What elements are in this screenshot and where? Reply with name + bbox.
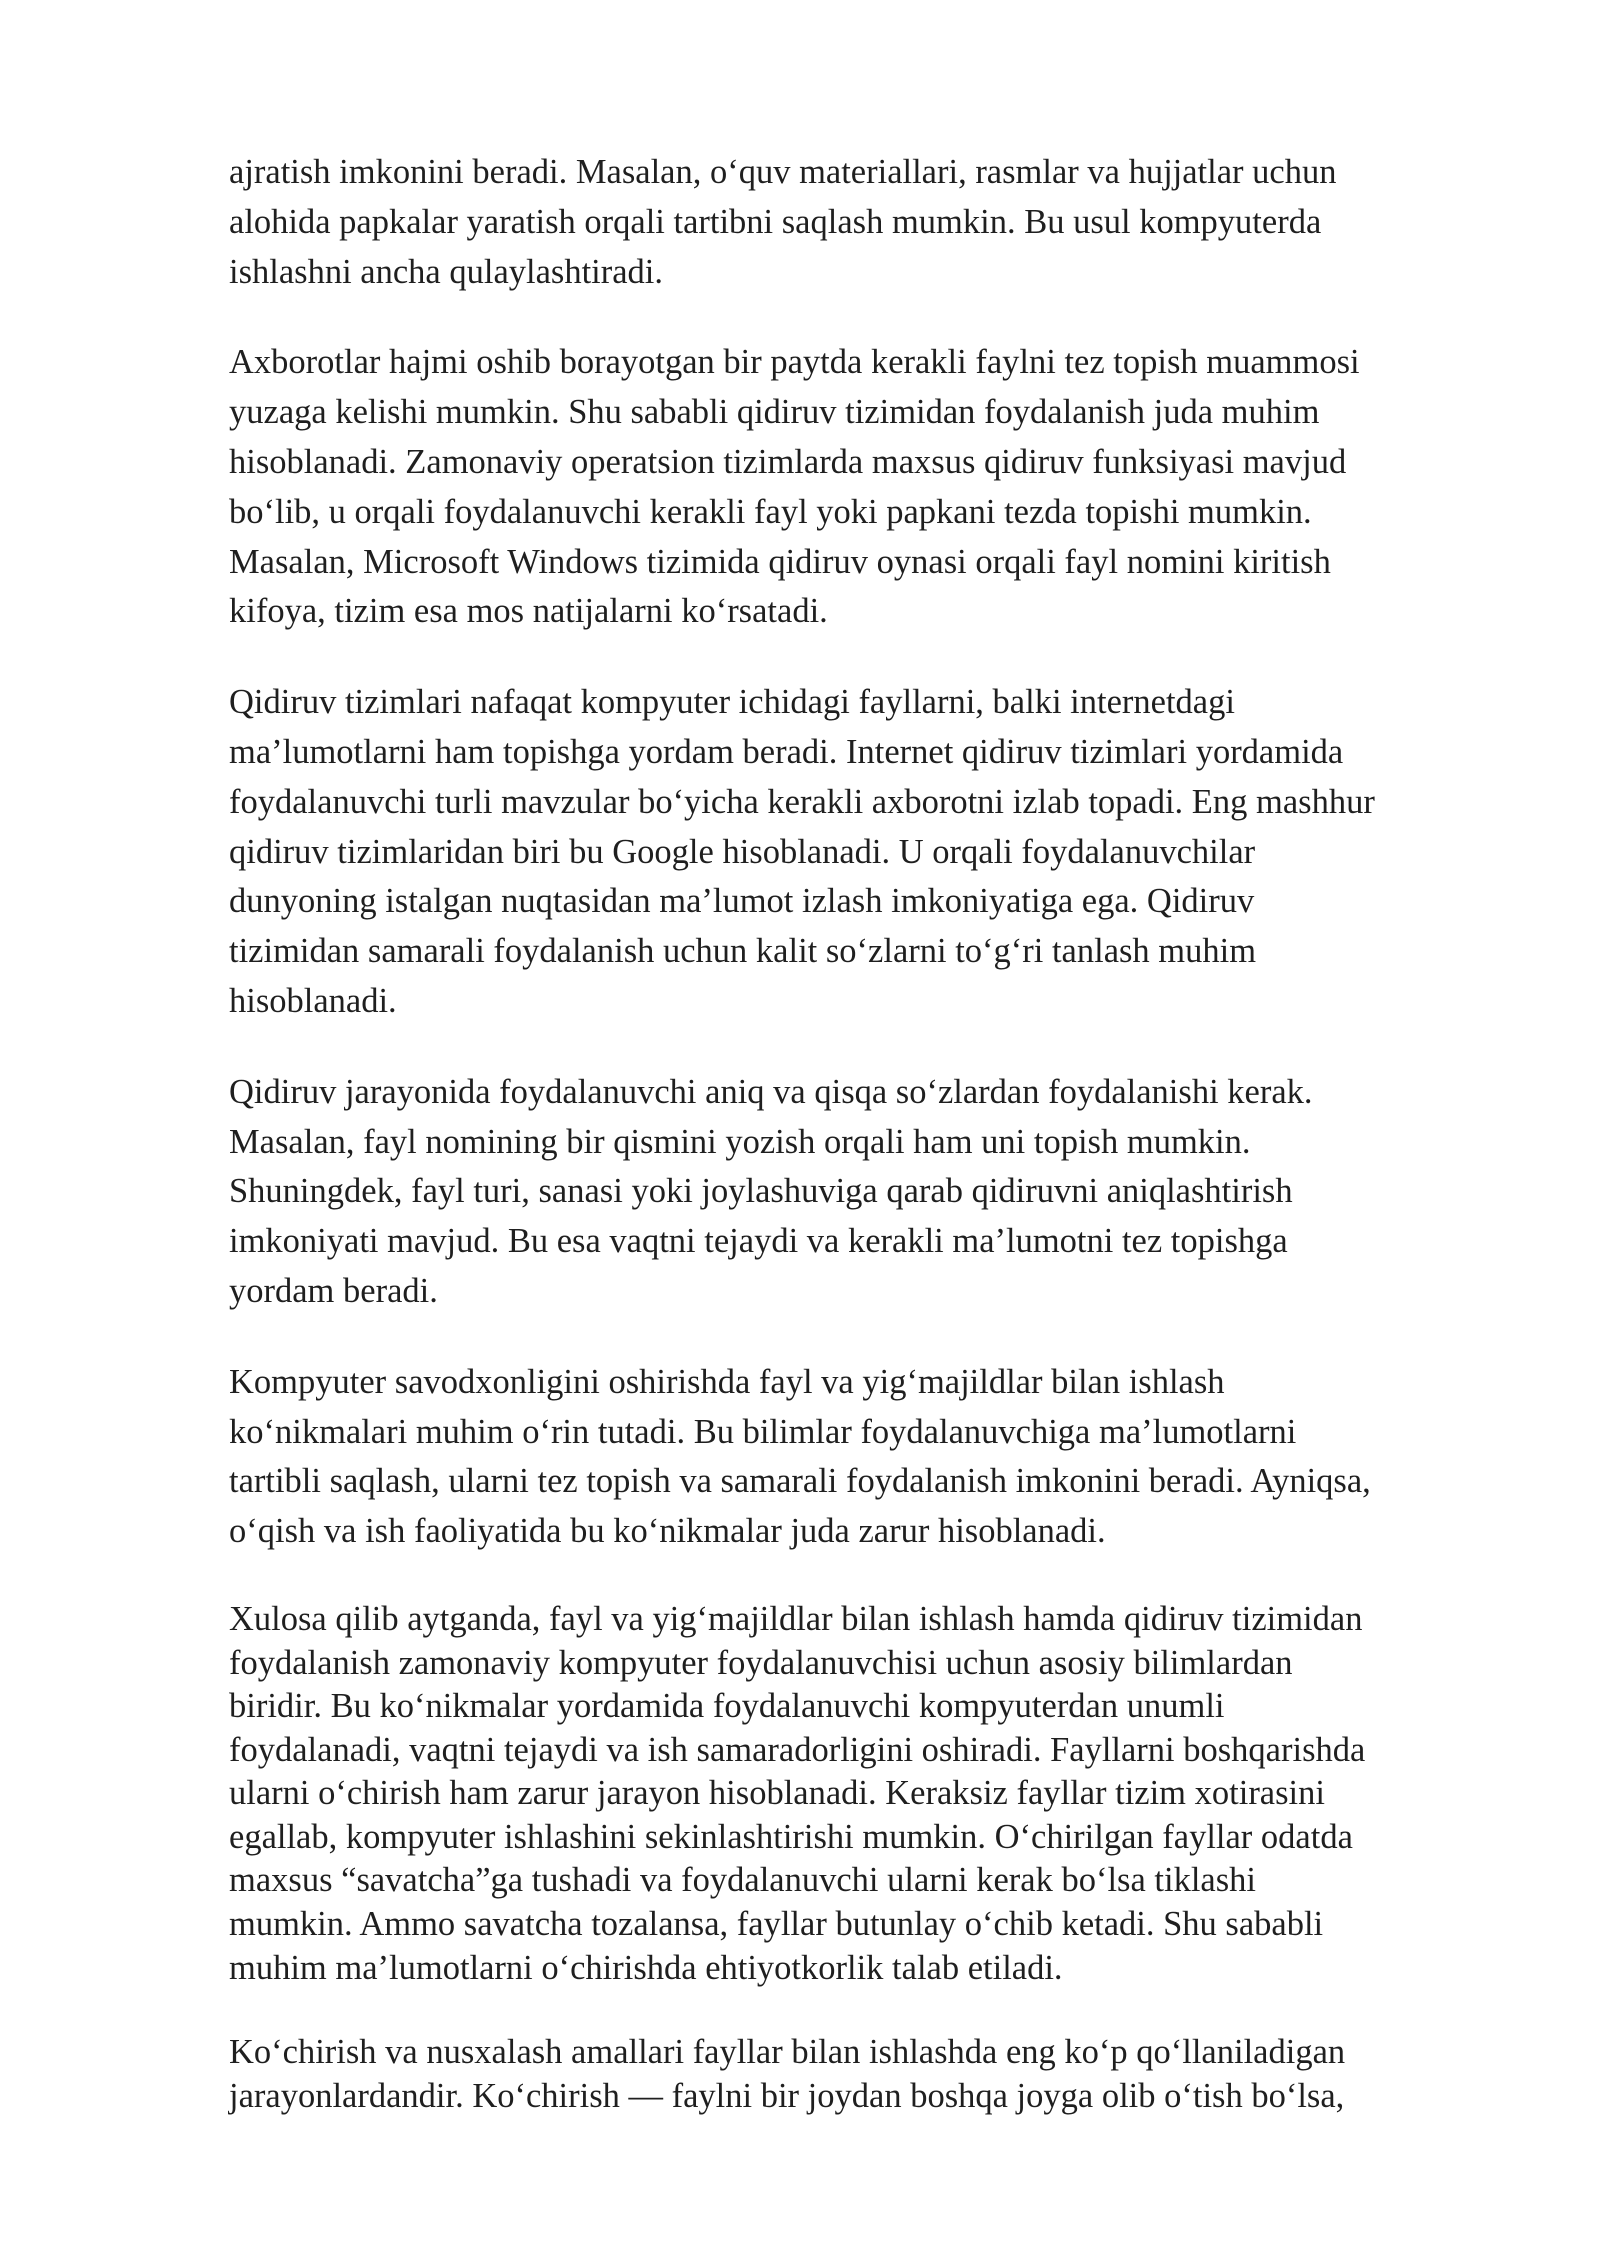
text-line: hisoblanadi.	[229, 981, 397, 1020]
text-line: imkoniyati mavjud. Bu esa vaqtni tejaydi va kerakli ma’lumotni tez topishga	[229, 1222, 1288, 1261]
paragraph-1	[229, 148, 1491, 297]
text-line: Shuningdek, fayl turi, sanasi yoki joylashuviga qarab qidiruvni aniqlashtirish	[229, 1172, 1293, 1211]
text-line: yuzaga kelishi mumkin. Shu sababli qidiruv tizimidan foydalanish juda muhim	[229, 393, 1320, 432]
text-line: jarayonlardandir. Ko‘chirish — faylni bir joydan boshqa joyga olib o‘tish bo‘lsa,	[229, 2076, 1345, 2115]
text-line: alohida papkalar yaratish orqali tartibni saqlash mumkin. Bu usul kompyuterda	[229, 202, 1322, 241]
text-line: ishlashni ancha qulaylashtiradi.	[229, 252, 664, 291]
paragraph-4	[229, 1068, 1491, 1317]
text-line: muhim ma’lumotlarni o‘chirishda ehtiyotkorlik talab etiladi.	[229, 1948, 1063, 1987]
text-line: maxsus “savatcha”ga tushadi va foydalanuvchi ularni kerak bo‘lsa tiklashi	[229, 1861, 1256, 1900]
text-line: mumkin. Ammo savatcha tozalansa, fayllar butunlay o‘chib ketadi. Shu sababli	[229, 1905, 1324, 1944]
text-line: bo‘lib, u orqali foydalanuvchi kerakli fayl yoki papkani tezda topishi mumkin.	[229, 492, 1312, 531]
paragraph-7	[229, 2031, 1491, 2118]
text-line: Qidiruv tizimlari nafaqat kompyuter ichidagi fayllarni, balki internetdagi	[229, 683, 1235, 722]
text-line: ma’lumotlarni ham topishga yordam beradi. Internet qidiruv tizimlari yordamida	[229, 732, 1344, 771]
paragraph-5	[229, 1358, 1491, 1557]
text-line: Qidiruv jarayonida foydalanuvchi aniq va qisqa so‘zlardan foydalanishi kerak.	[229, 1072, 1313, 1111]
paragraph-6	[229, 1598, 1491, 1990]
document-body	[229, 148, 1491, 2118]
text-line: foydalanuvchi turli mavzular bo‘yicha kerakli axborotni izlab topadi. Eng mashhur	[229, 782, 1375, 821]
text-line: tartibli saqlash, ularni tez topish va samarali foydalanish imkonini beradi. Ayniqsa,	[229, 1462, 1371, 1501]
text-line: Xulosa qilib aytganda, fayl va yig‘majildlar bilan ishlash hamda qidiruv tizimidan	[229, 1599, 1363, 1638]
text-line: hisoblanadi. Zamonaviy operatsion tizimlarda maxsus qidiruv funksiyasi mavjud	[229, 442, 1347, 481]
text-line: egallab, kompyuter ishlashini sekinlashtirishi mumkin. O‘chirilgan fayllar odatda	[229, 1817, 1353, 1856]
text-line: Kompyuter savodxonligini oshirishda fayl va yig‘majildlar bilan ishlash	[229, 1362, 1225, 1401]
paragraph-2	[229, 338, 1491, 637]
text-line: kifoya, tizim esa mos natijalarni ko‘rsatadi.	[229, 592, 828, 631]
text-line: dunyoning istalgan nuqtasidan ma’lumot izlash imkoniyatiga ega. Qidiruv	[229, 882, 1255, 921]
text-line: Masalan, fayl nomining bir qismini yozish orqali ham uni topish mumkin.	[229, 1122, 1251, 1161]
text-line: ularni o‘chirish ham zarur jarayon hisoblanadi. Keraksiz fayllar tizim xotirasini	[229, 1774, 1325, 1813]
text-line: Axborotlar hajmi oshib borayotgan bir paytda kerakli faylni tez topish muammosi	[229, 343, 1360, 382]
text-line: ajratish imkonini beradi. Masalan, o‘quv materiallari, rasmlar va hujjatlar uchun	[229, 153, 1337, 191]
text-line: o‘qish va ish faoliyatida bu ko‘nikmalar juda zarur hisoblanadi.	[229, 1512, 1106, 1551]
text-line: qidiruv tizimlaridan biri bu Google hisoblanadi. U orqali foydalanuvchilar	[229, 832, 1256, 871]
text-line: yordam beradi.	[229, 1271, 438, 1310]
text-line: biridir. Bu ko‘nikmalar yordamida foydalanuvchi kompyuterdan unumli	[229, 1687, 1225, 1726]
text-line: Masalan, Microsoft Windows tizimida qidiruv oynasi orqali fayl nomini kiritish	[229, 542, 1331, 581]
text-line: foydalanish zamonaviy kompyuter foydalanuvchisi uchun asosiy bilimlardan	[229, 1643, 1293, 1682]
paragraph-3	[229, 678, 1491, 1027]
text-line: tizimidan samarali foydalanish uchun kalit so‘zlarni to‘g‘ri tanlash muhim	[229, 932, 1257, 971]
text-line: ko‘nikmalari muhim o‘rin tutadi. Bu bilimlar foydalanuvchiga ma’lumotlarni	[229, 1412, 1297, 1451]
text-line: Ko‘chirish va nusxalash amallari fayllar bilan ishlashda eng ko‘p qo‘llaniladigan	[229, 2033, 1346, 2072]
text-line: foydalanadi, vaqtni tejaydi va ish samaradorligini oshiradi. Fayllarni boshqarishda	[229, 1730, 1366, 1769]
